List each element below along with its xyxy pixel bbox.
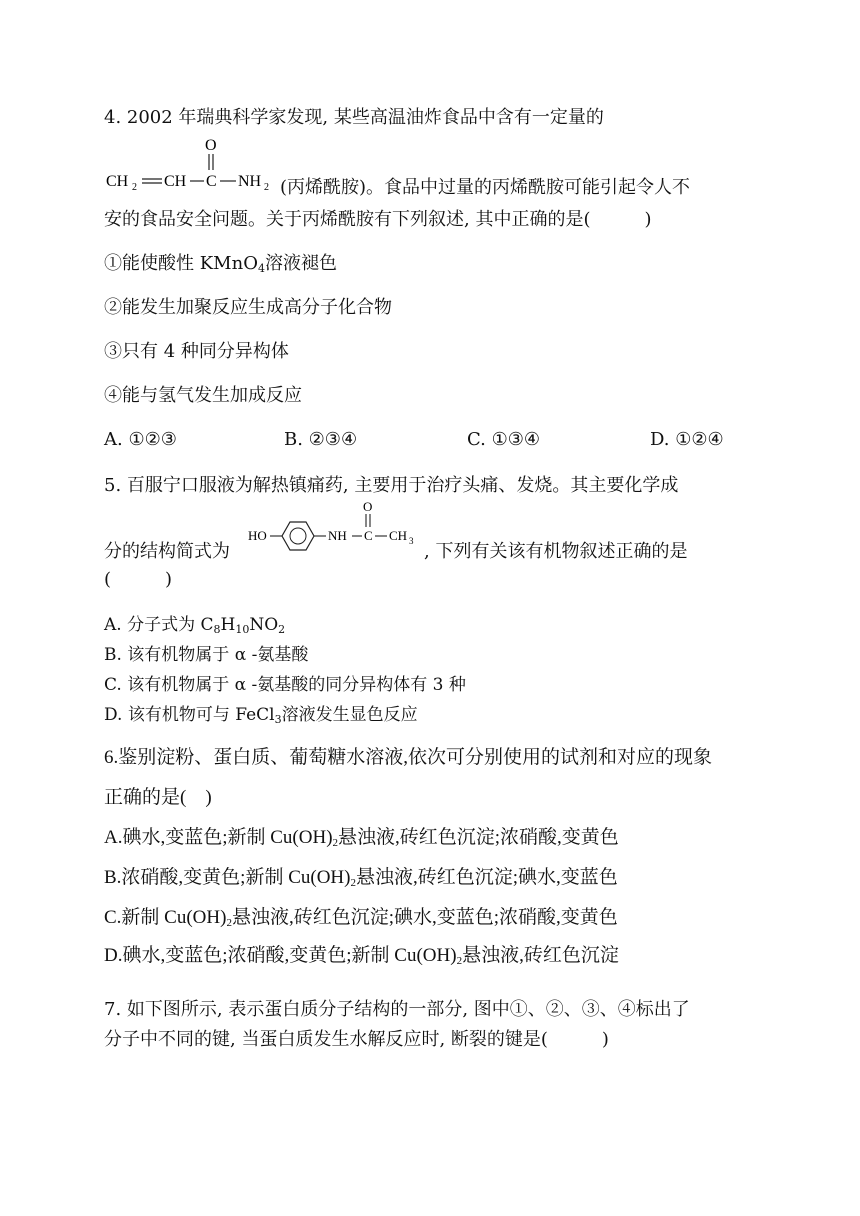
q4-item-4: ④能与氢气发生加成反应 xyxy=(104,385,302,406)
q5-option-b: B. 该有机物属于 α -氨基酸 xyxy=(104,645,309,665)
q6-option-d: D.碘水,变蓝色;浓硝酸,变黄色;新制 $Cu(OH)_2$悬浊液,砖红色沉淀 xyxy=(104,945,619,967)
struct-ch3-sub: 3 xyxy=(409,536,414,546)
paracetamol-structure xyxy=(244,500,424,560)
q4-item-3: ③只有 4 种同分异构体 xyxy=(104,341,289,362)
struct-ch3: CH xyxy=(389,528,408,543)
q4-line1: 4. 2002 年瑞典科学家发现, 某些高温油炸食品中含有一定量的 xyxy=(104,107,604,128)
struct-ho: HO xyxy=(248,528,267,543)
struct-ch2-sub: 2 xyxy=(132,182,137,193)
q4-option-c: C. ①③④ xyxy=(467,429,540,450)
q5-option-a: A. 分子式为 $C_8H_{10}NO_2$ xyxy=(104,615,286,636)
q7-line2: 分子中不同的键, 当蛋白质发生水解反应时, 断裂的键是( ) xyxy=(104,1029,609,1050)
q5-option-c: C. 该有机物属于 α -氨基酸的同分异构体有 3 种 xyxy=(104,675,466,695)
q4-option-b: B. ②③④ xyxy=(284,429,358,450)
q6-line1: 6.鉴别淀粉、蛋白质、葡萄糖水溶液,依次可分别使用的试剂和对应的现象 xyxy=(104,747,713,768)
q4-option-d: D. ①②④ xyxy=(650,429,724,450)
struct-nh2: NH xyxy=(238,173,262,190)
struct-nh2-sub: 2 xyxy=(264,182,269,193)
q4-item-2: ②能发生加聚反应生成高分子化合物 xyxy=(104,297,392,318)
q6-line2: 正确的是( ) xyxy=(104,787,212,808)
q6-option-a: A.碘水,变蓝色;新制 $Cu(OH)_2$悬浊液,砖红色沉淀;浓硝酸,变黄色 xyxy=(104,827,619,849)
struct-ch: CH xyxy=(164,173,187,190)
struct-nh: NH xyxy=(328,528,347,543)
q6-option-c: C.新制 $Cu(OH)_2$悬浊液,砖红色沉淀;碘水,变蓝色;浓硝酸,变黄色 xyxy=(104,907,618,929)
q5-line3: ( ) xyxy=(104,569,173,590)
q4-line2: (丙烯酰胺)。食品中过量的丙烯酰胺可能引起令人不 xyxy=(280,177,691,198)
struct-ch2: CH xyxy=(106,173,129,190)
q5-line2-pre: 分的结构简式为 xyxy=(104,541,230,562)
struct-o: O xyxy=(205,137,217,154)
q4-line3: 安的食品安全问题。关于丙烯酰胺有下列叙述, 其中正确的是( ) xyxy=(104,209,652,230)
q7-line1: 7. 如下图所示, 表示蛋白质分子结构的一部分, 图中①、②、③、④标出了 xyxy=(104,999,690,1020)
q4-item-1: ①能使酸性 KMnO$_4$溶液褪色 xyxy=(104,253,337,275)
struct-c5: C xyxy=(364,528,373,543)
q5-line1: 5. 百服宁口服液为解热镇痛药, 主要用于治疗头痛、发烧。其主要化学成 xyxy=(104,475,679,496)
q4-option-a: A. ①②③ xyxy=(104,429,177,450)
q5-options xyxy=(104,610,466,730)
q5-line2-post: , 下列有关该有机物叙述正确的是 xyxy=(424,541,688,562)
struct-c: C xyxy=(206,173,217,190)
q5-option-d: D. 该有机物可与 FeCl$_3$溶液发生显色反应 xyxy=(104,705,418,726)
struct-o5: O xyxy=(363,500,373,514)
acrylamide-structure xyxy=(104,134,284,198)
q6-option-b: B.浓硝酸,变黄色;新制 $Cu(OH)_2$悬浊液,砖红色沉淀;碘水,变蓝色 xyxy=(104,867,618,889)
